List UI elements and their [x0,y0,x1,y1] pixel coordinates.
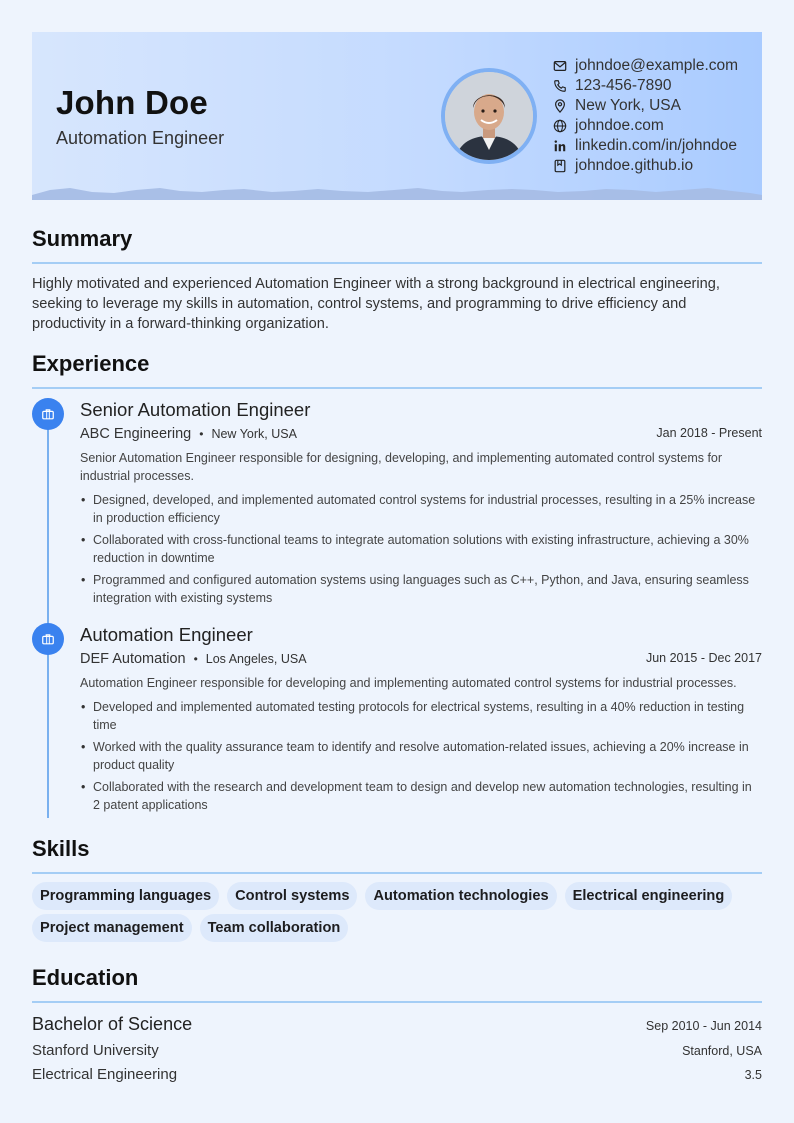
job-bullet: • Worked with the quality assurance team to identify and resolve automation-related issues, achieving a 20% increase in product quality [80,738,762,774]
job-bullets [80,491,762,611]
header-wave-decoration [32,184,762,200]
education-dates: Sep 2010 - Jun 2014 [645,1019,762,1033]
briefcase-icon [32,623,64,655]
job-bullet: • Collaborated with the research and development team to design and develop new automation technologies, resulting in 2 patent applications [80,778,762,814]
job-meta: ABC Engineering • New York, USA Jan 2018 - Present [80,426,762,442]
experience-heading: Experience [32,351,762,389]
contact-website-text: johndoe.com [575,117,664,134]
skills-heading: Skills [32,836,762,874]
job-bullet: • Programmed and configured automation systems using languages such as C++, Python, and Java, ensuring seamless integration with existing systems [80,571,762,607]
contact-linkedin-text: linkedin.com/in/johndoe [575,137,737,154]
skill-chip: Control systems [227,882,357,910]
job-location: New York, USA [211,427,297,441]
contact-github[interactable] [552,156,738,176]
mail-icon [552,58,568,74]
globe-icon [552,118,568,134]
skill-chip: Project management [32,914,192,942]
skills-list [32,882,762,946]
resume-header [32,32,762,200]
education-degree-row [32,1014,762,1035]
job-bullet: • Designed, developed, and implemented automated control systems for industrial processes, resulting in a 25% increase in production efficiency [80,491,762,527]
education-field: Electrical Engineering [32,1066,178,1083]
avatar [441,68,537,164]
skill-chip: Automation technologies [365,882,556,910]
job-title: Senior Automation Engineer [80,399,311,420]
job-bullet: • Developed and implemented automated testing protocols for electrical systems, resulting in a 40% reduction in testing time [80,698,762,734]
job-title: Automation Engineer [80,624,253,645]
experience-timeline [47,418,49,818]
contact-email[interactable] [552,56,738,76]
job-bullets [80,698,762,818]
job-description: Senior Automation Engineer responsible for designing, developing, and implementing automated control systems for industrial processes. [80,451,723,483]
contact-linkedin[interactable] [552,136,738,156]
bookmark-icon [552,158,568,174]
education-school: Stanford University [32,1042,159,1059]
contact-location-text: New York, USA [575,97,681,114]
education-school-row [32,1042,762,1059]
summary-heading: Summary [32,226,762,264]
contact-phone[interactable] [552,76,738,96]
skill-chip: Electrical engineering [565,882,733,910]
job-dates: Jun 2015 - Dec 2017 [645,651,762,665]
job-company: DEF Automation [80,651,186,667]
job-location: Los Angeles, USA [205,652,307,666]
briefcase-icon [32,398,64,430]
summary-text: Highly motivated and experienced Automation Engineer with a strong background in electrical engineering, seeking to leverage my skills in automation, control systems, and programming to drive efficiency and productivity in a forward-thinking organization. [32,276,720,332]
education-gpa: 3.5 [744,1068,762,1082]
candidate-name: John Doe [56,84,208,121]
contact-website[interactable] [552,116,738,136]
phone-icon [552,78,568,94]
job-dates: Jan 2018 - Present [656,426,762,440]
candidate-role: Automation Engineer [56,128,225,148]
contact-email-text: johndoe@example.com [575,57,739,74]
job-description: Automation Engineer responsible for developing and implementing automated control systems for industrial processes. [80,676,737,690]
education-heading: Education [32,965,762,1003]
job-company: ABC Engineering [80,426,192,442]
skill-chip: Programming languages [32,882,219,910]
education-field-row [32,1066,762,1083]
profile-photo [445,72,533,160]
contact-github-text: johndoe.github.io [575,157,694,174]
education-location: Stanford, USA [682,1044,762,1058]
linkedin-icon [552,138,568,154]
contact-location [552,96,738,116]
location-pin-icon [552,98,568,114]
education-degree: Bachelor of Science [32,1014,193,1034]
job-meta: DEF Automation • Los Angeles, USA Jun 2015 - Dec 2017 [80,651,762,667]
skill-chip: Team collaboration [200,914,349,942]
contact-phone-text: 123-456-7890 [575,77,672,94]
job-bullet: • Collaborated with cross-functional teams to integrate automation solutions with existing infrastructure, achieving a 30% reduction in downtime [80,531,762,567]
contact-list [552,56,738,176]
